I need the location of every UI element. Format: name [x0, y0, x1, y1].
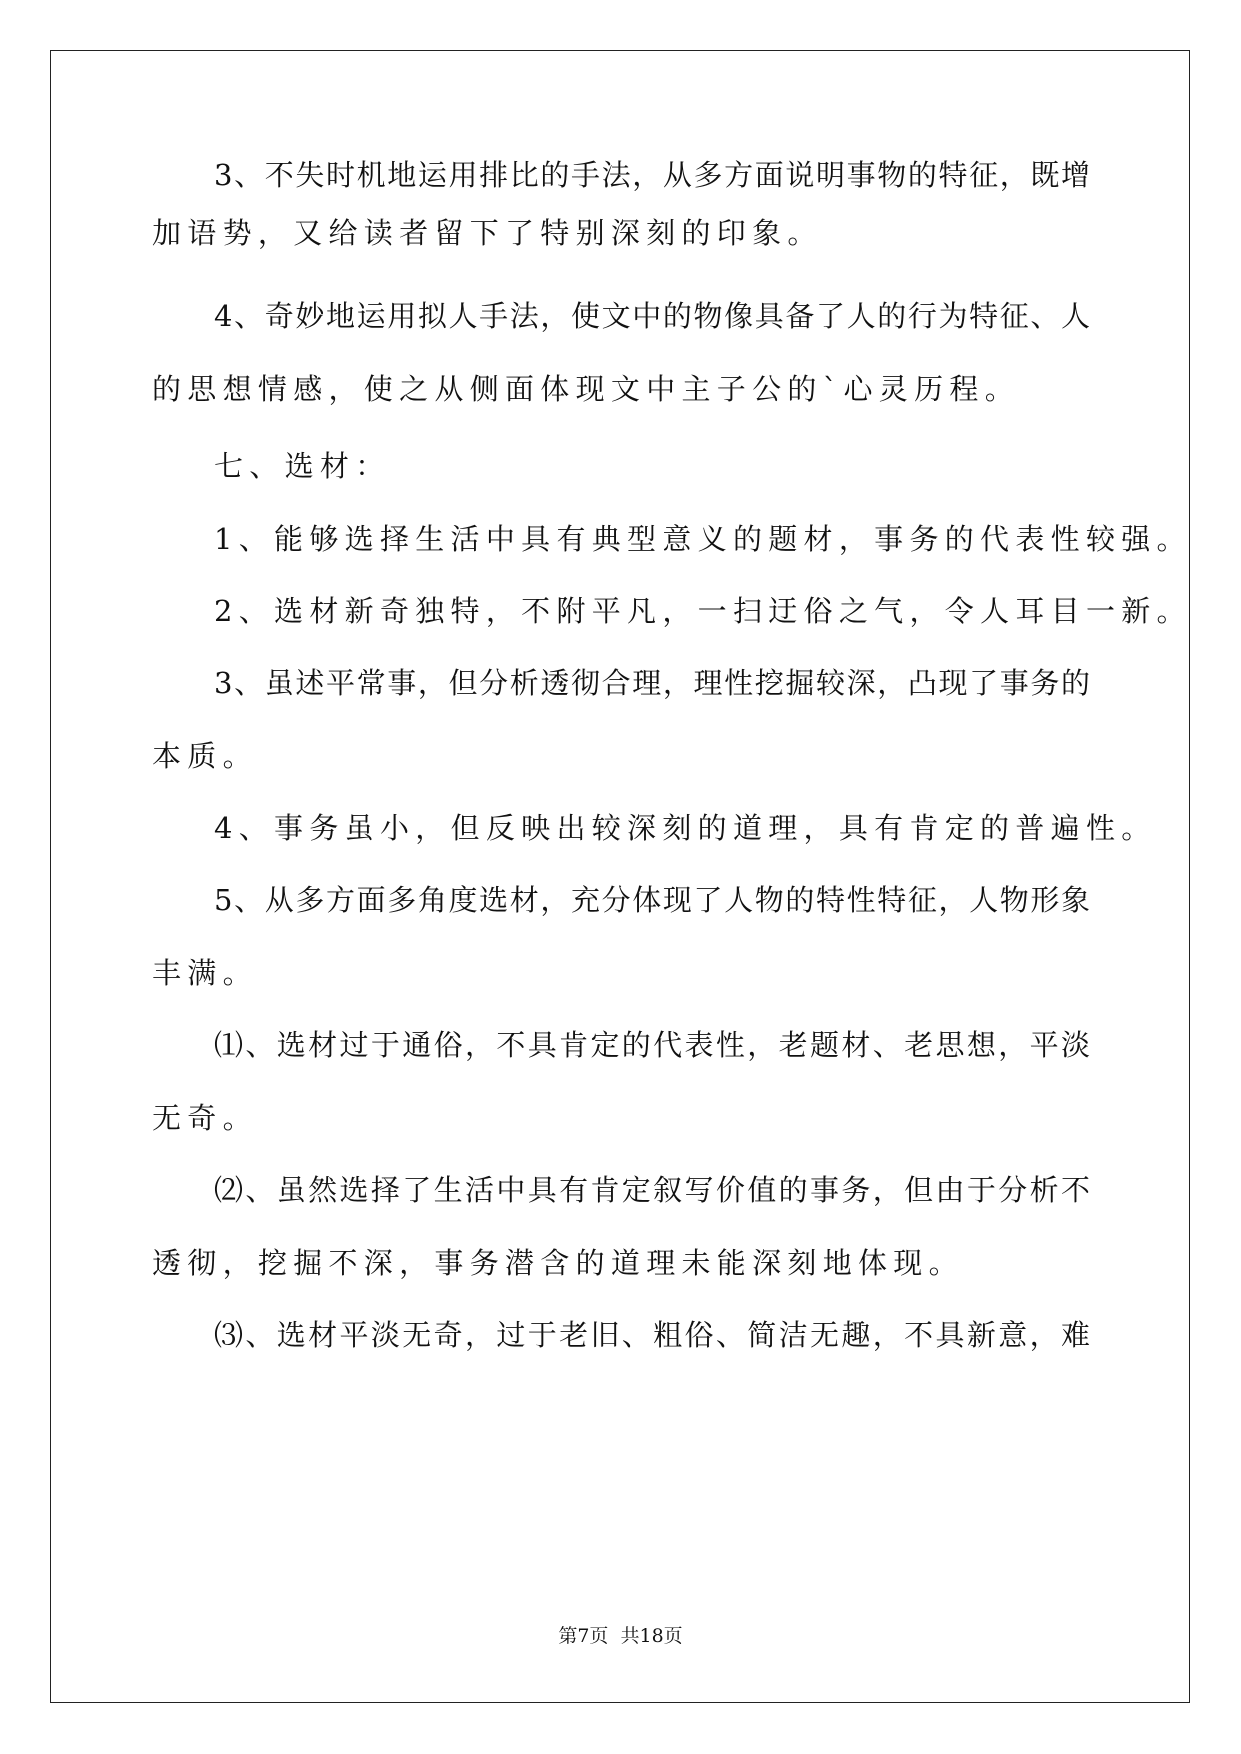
paragraph-line: ⑴、选材过于通俗，不具肯定的代表性，老题材、老思想，平淡	[214, 1028, 1090, 1062]
paragraph-line: 的思想情感，使之从侧面体现文中主子公的`心灵历程。	[152, 372, 1021, 406]
page-number-footer: 第7页 共18页	[558, 1625, 683, 1647]
paragraph-line: 5、从多方面多角度选材，充分体现了人物的特性特征，人物形象	[214, 883, 1090, 917]
paragraph-line: 无奇。	[152, 1101, 258, 1135]
paragraph-line: 3、虽述平常事，但分析透彻合理，理性挖掘较深，凸现了事务的	[214, 666, 1090, 700]
paragraph-line: 透彻，挖掘不深，事务潜含的道理未能深刻地体现。	[152, 1246, 964, 1280]
paragraph-line: 1、能够选择生活中具有典型意义的题材，事务的代表性较强。	[214, 522, 1192, 556]
paragraph-line: 丰满。	[152, 956, 258, 990]
paragraph-line: 4、事务虽小，但反映出较深刻的道理，具有肯定的普遍性。	[214, 811, 1157, 845]
paragraph-line: 本质。	[152, 739, 258, 773]
paragraph-line: 2、选材新奇独特，不附平凡，一扫迂俗之气，令人耳目一新。	[214, 594, 1192, 628]
paragraph-line: 3、不失时机地运用排比的手法，从多方面说明事物的特征，既增	[214, 158, 1090, 192]
paragraph-line: 4、奇妙地运用拟人手法，使文中的物像具备了人的行为特征、人	[214, 299, 1090, 333]
section-heading: 七、选材：	[214, 449, 391, 483]
paragraph-line: ⑵、虽然选择了生活中具有肯定叙写价值的事务，但由于分析不	[214, 1173, 1090, 1207]
paragraph-line: 加语势，又给读者留下了特别深刻的印象。	[152, 216, 823, 250]
paragraph-line: ⑶、选材平淡无奇，过于老旧、粗俗、简洁无趣，不具新意，难	[214, 1318, 1090, 1352]
